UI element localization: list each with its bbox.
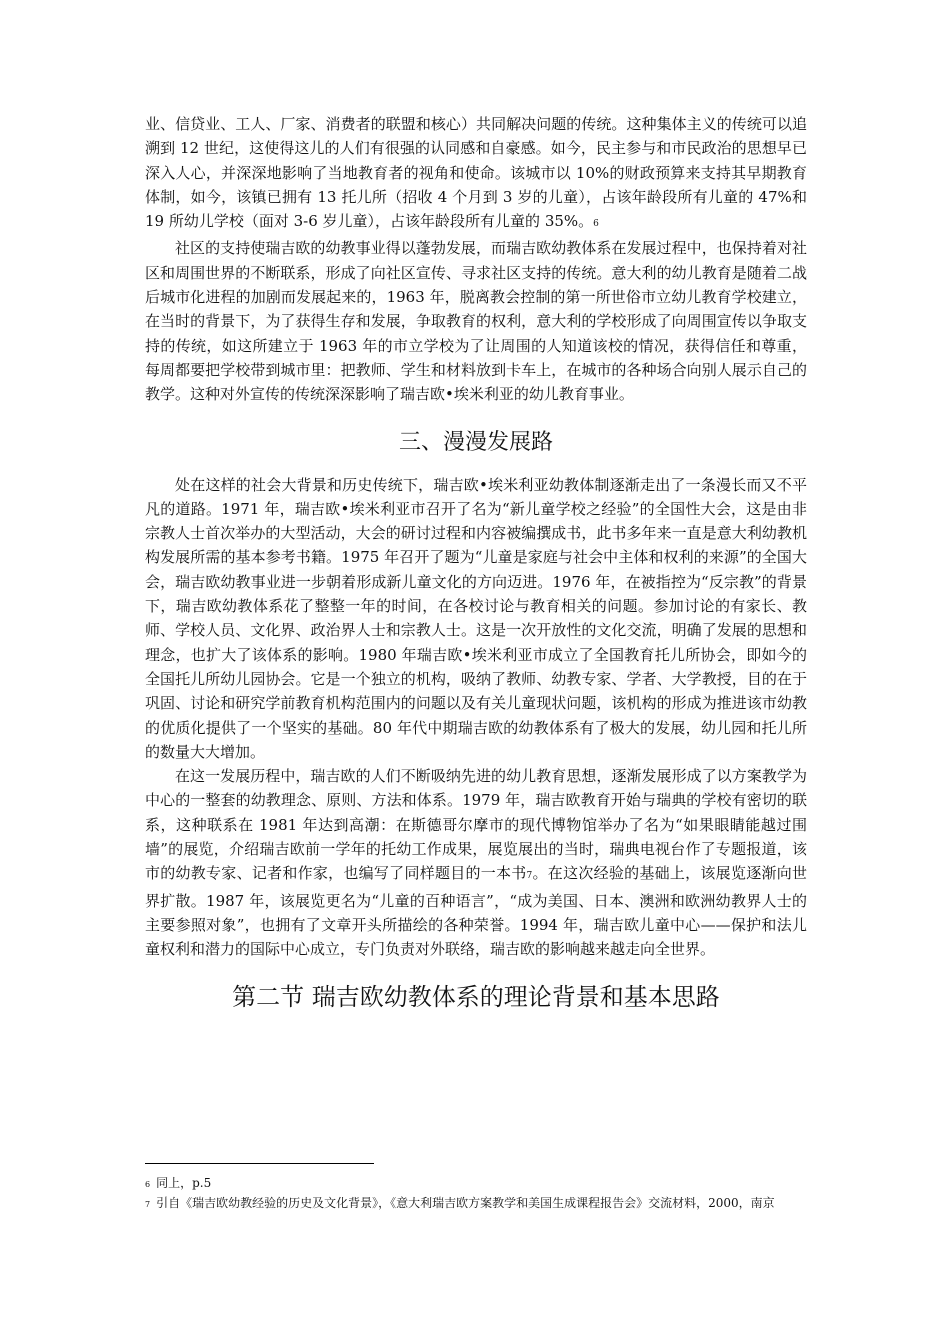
paragraph-2: 社区的支持使瑞吉欧的幼教事业得以蓬勃发展，而瑞吉欧幼教体系在发展过程中，也保持着对社区和周围世界的不断联系，形成了向社区宣传、寻求社区支持的传统。意大利的幼儿教育是随着二战后城市化进程的加剧而发展起来的，1963 年，脱离教会控制的第一所世俗市立幼儿教育学校建立，在当时的背景下，为了获得生存和发展，争取教育的权利，意大利的学校形成了向周围宣传以争取支持的传统，如这所建立于 1963 年的市立学校为了让周围的人知道该校的情况，获得信任和尊重，每周都要把学校带到城市里：把教师、学生和材料放到卡车上，在城市的各种场合向别人展示自己的教学。这种对外宣传的传统深深影响了瑞吉欧•埃米利亚的幼儿教育事业。 xyxy=(145,239,807,404)
page-body xyxy=(145,112,807,1014)
paragraph-4-text-b: 。在这次经验的基础上，该展览逐渐向世界扩散。1987 年，该展览更名为“儿童的百种语言”，“成为美国、日本、澳洲和欧洲幼教界人士的主要参照对象”，也拥有了文章开头所描绘的各种荣誉。1994 年，瑞吉欧儿童中心——保护和法儿童权利和潜力的国际中心成立，专门负责对外联络，瑞吉欧的影响越来越走向全世界。 xyxy=(145,864,807,959)
footnotes xyxy=(145,1174,807,1214)
paragraph-3: 处在这样的社会大背景和历史传统下，瑞吉欧•埃米利亚幼教体制逐渐走出了一条漫长而又不平凡的道路。1971 年，瑞吉欧•埃米利亚市召开了名为“新儿童学校之经验”的全国性大会，这是由非宗教人士首次举办的大型活动，大会的研讨过程和内容被编撰成书，此书多年来一直是意大利幼教机构发展所需的基本参考书籍。1975 年召开了题为“儿童是家庭与社会中主体和权利的来源”的全国大会，瑞吉欧幼教事业进一步朝着形成新儿童文化的方向迈进。1976 年，在被指控为“反宗教”的背景下，瑞吉欧幼教体系花了整整一年的时间，在各校讨论与教育相关的问题。参加讨论的有家长、教师、学校人员、文化界、政治界人士和宗教人士。这是一次开放性的文化交流，明确了发展的思想和理念，也扩大了该体系的影响。1980 年瑞吉欧•埃米利亚市成立了全国教育托儿所协会，即如今的全国托儿所幼儿园协会。它是一个独立的机构，吸纳了教师、幼教专家、学者、大学教授，目的在于巩固、讨论和研究学前教育机构范围内的问题以及有关儿童现状问题，该机构的形成为推进该市幼教的优质化提供了一个坚实的基础。80 年代中期瑞吉欧的幼教体系有了极大的发展，幼儿园和托儿所的数量大大增加。 xyxy=(145,475,807,761)
section-heading: 三、漫漫发展路 xyxy=(398,429,553,455)
footnote-divider xyxy=(145,1163,374,1164)
footnote-7 xyxy=(145,1194,807,1214)
footnote-text: 引自《瑞吉欧幼教经验的历史及文化背景》，《意大利瑞吉欧方案教学和美国生成课程报告会》交流材料，2000，南京 xyxy=(156,1196,775,1210)
chapter-heading: 第二节 瑞吉欧幼教体系的理论背景和基本思路 xyxy=(232,982,720,1011)
footnote-ref-6: 6 xyxy=(593,219,599,230)
footnote-number: 6 xyxy=(145,1180,151,1189)
paragraph-4 xyxy=(145,764,807,961)
paragraph-1-text: 业、信贷业、工人、厂家、消费者的联盟和核心）共同解决问题的传统。这种集体主义的传统可以追溯到 12 世纪，这使得这儿的人们有很强的认同感和自豪感。如今，民主参与和市民政治的思想早已深入人心，并深深地影响了当地教育者的视角和使命。该城市以 10%的财政预算来支持其早期教育体制，如今，该镇已拥有 13 托儿所（招收 4 个月到 3 岁的儿童），占该年龄段所有儿童的 47%和 19 所幼儿学校（面对 3-6 岁儿童），占该年龄段所有儿童的 35%。 xyxy=(145,115,807,231)
paragraph-4-text-a: 在这一发展历程中，瑞吉欧的人们不断吸纳先进的幼儿教育思想，逐渐发展形成了以方案教学为中心的一整套的幼教理念、原则、方法和体系。1979 年，瑞吉欧教育开始与瑞典的学校有密切的联系，这种联系在 1981 年达到高潮：在斯德哥尔摩市的现代博物馆举办了名为“如果眼睛能越过围墙”的展览，介绍瑞吉欧前一学年的托幼工作成果，展览展出的当时，瑞典电视台作了专题报道，该市的幼教专家、记者和作家，也编写了同样题目的一本书 xyxy=(145,767,807,883)
footnote-text: 同上，p.5 xyxy=(156,1176,212,1190)
footnote-ref-7: 7 xyxy=(526,871,533,882)
paragraph-1 xyxy=(145,112,807,236)
footnote-number: 7 xyxy=(145,1200,151,1209)
footnote-6 xyxy=(145,1174,807,1194)
